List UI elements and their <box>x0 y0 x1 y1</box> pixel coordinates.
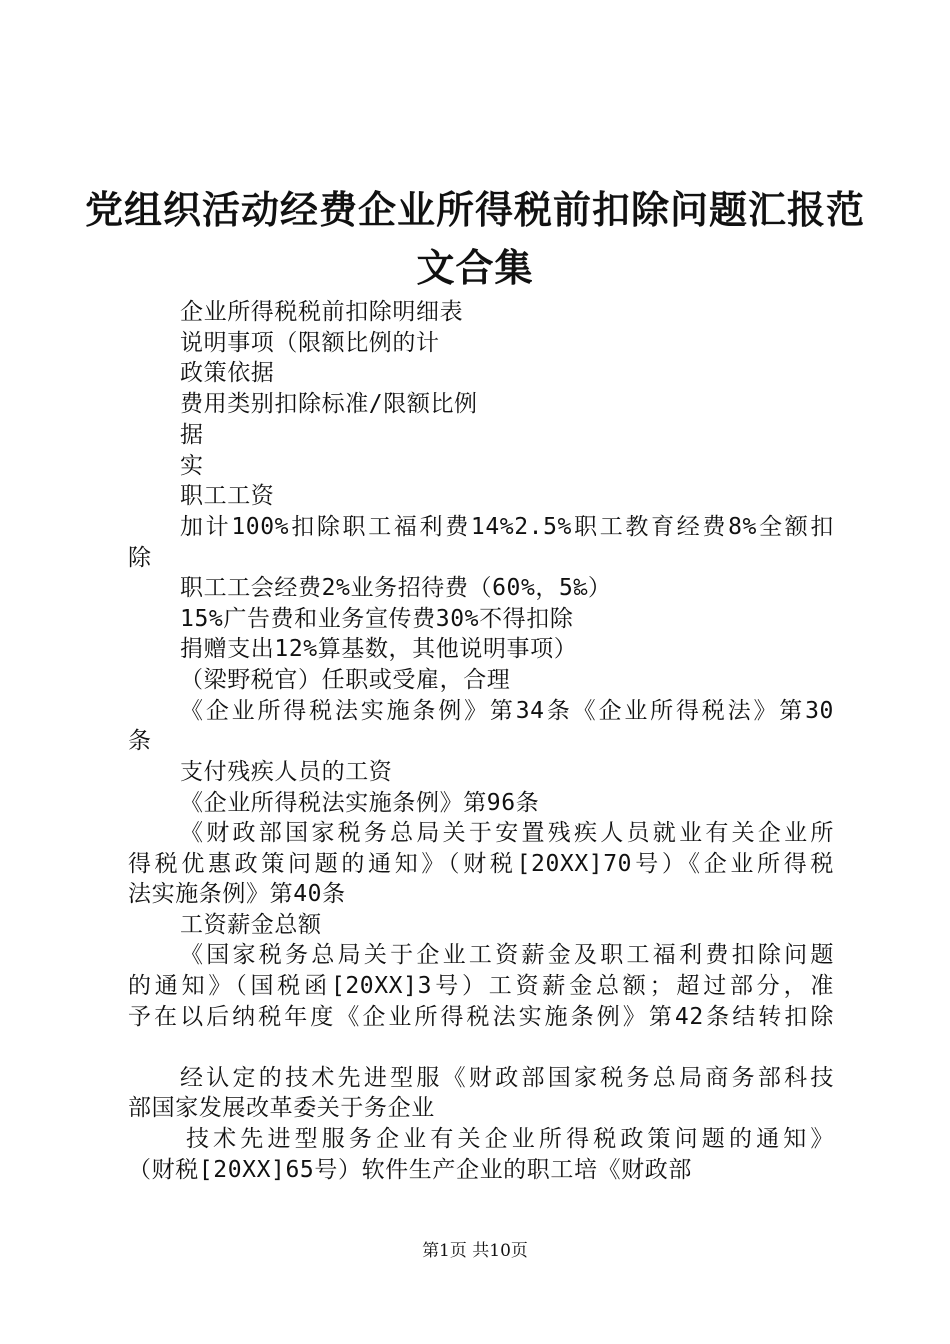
body-line: 经认定的技术先进型服《财政部国家税务总局商务部科技 <box>180 1065 834 1091</box>
page-footer: 第1页 共10页 <box>422 1241 528 1261</box>
body-line: 捐赠支出12%算基数，其他说明事项） <box>180 636 578 662</box>
body-line: 企业所得税税前扣除明细表 <box>180 299 464 325</box>
body-line: 予在以后纳税年度《企业所得税法实施条例》第42条结转扣除 <box>128 1004 834 1030</box>
body-line: 职工工会经费2%业务招待费（60%，5‰） <box>180 575 612 601</box>
body-line: 据 <box>180 422 204 448</box>
body-line: 说明事项（限额比例的计 <box>180 330 440 356</box>
body-line: 实 <box>180 453 204 479</box>
body-line: （梁野税官）任职或受雇，合理 <box>180 667 511 693</box>
body-line: 《企业所得税法实施条例》第34条《企业所得税法》第30 <box>180 698 834 724</box>
body-line: 的通知》（国税函[20XX]3号）工资薪金总额；超过部分，准 <box>128 973 834 999</box>
body-line: 除 <box>128 545 152 571</box>
body-line: 《财政部国家税务总局关于安置残疾人员就业有关企业所 <box>180 820 834 846</box>
body-line: 《国家税务总局关于企业工资薪金及职工福利费扣除问题 <box>180 942 834 968</box>
body-line: 加计100%扣除职工福利费14%2.5%职工教育经费8%全额扣 <box>180 514 834 540</box>
body-line: （财税[20XX]65号）软件生产企业的职工培《财政部 <box>128 1157 692 1183</box>
body-line: 支付残疾人员的工资 <box>180 759 393 785</box>
document-title-line-2: 文合集 <box>416 245 534 290</box>
body-line: 技术先进型服务企业有关企业所得税政策问题的通知》 <box>186 1126 834 1152</box>
body-line: 职工工资 <box>180 483 275 509</box>
document-title-line-1: 党组织活动经费企业所得税前扣除问题汇报范 <box>84 187 865 232</box>
body-line: 部国家发展改革委关于务企业 <box>128 1095 435 1121</box>
body-line: 费用类别扣除标准/限额比例 <box>180 391 478 417</box>
body-line: 政策依据 <box>180 360 275 386</box>
body-line: 条 <box>128 728 152 754</box>
body-line: 法实施条例》第40条 <box>128 881 346 907</box>
body-line: 得税优惠政策问题的通知》（财税[20XX]70号）《企业所得税 <box>128 851 834 877</box>
body-line: 工资薪金总额 <box>180 912 322 938</box>
body-line: 15%广告费和业务宣传费30%不得扣除 <box>180 606 574 632</box>
body-line: 《企业所得税法实施条例》第96条 <box>180 790 540 816</box>
